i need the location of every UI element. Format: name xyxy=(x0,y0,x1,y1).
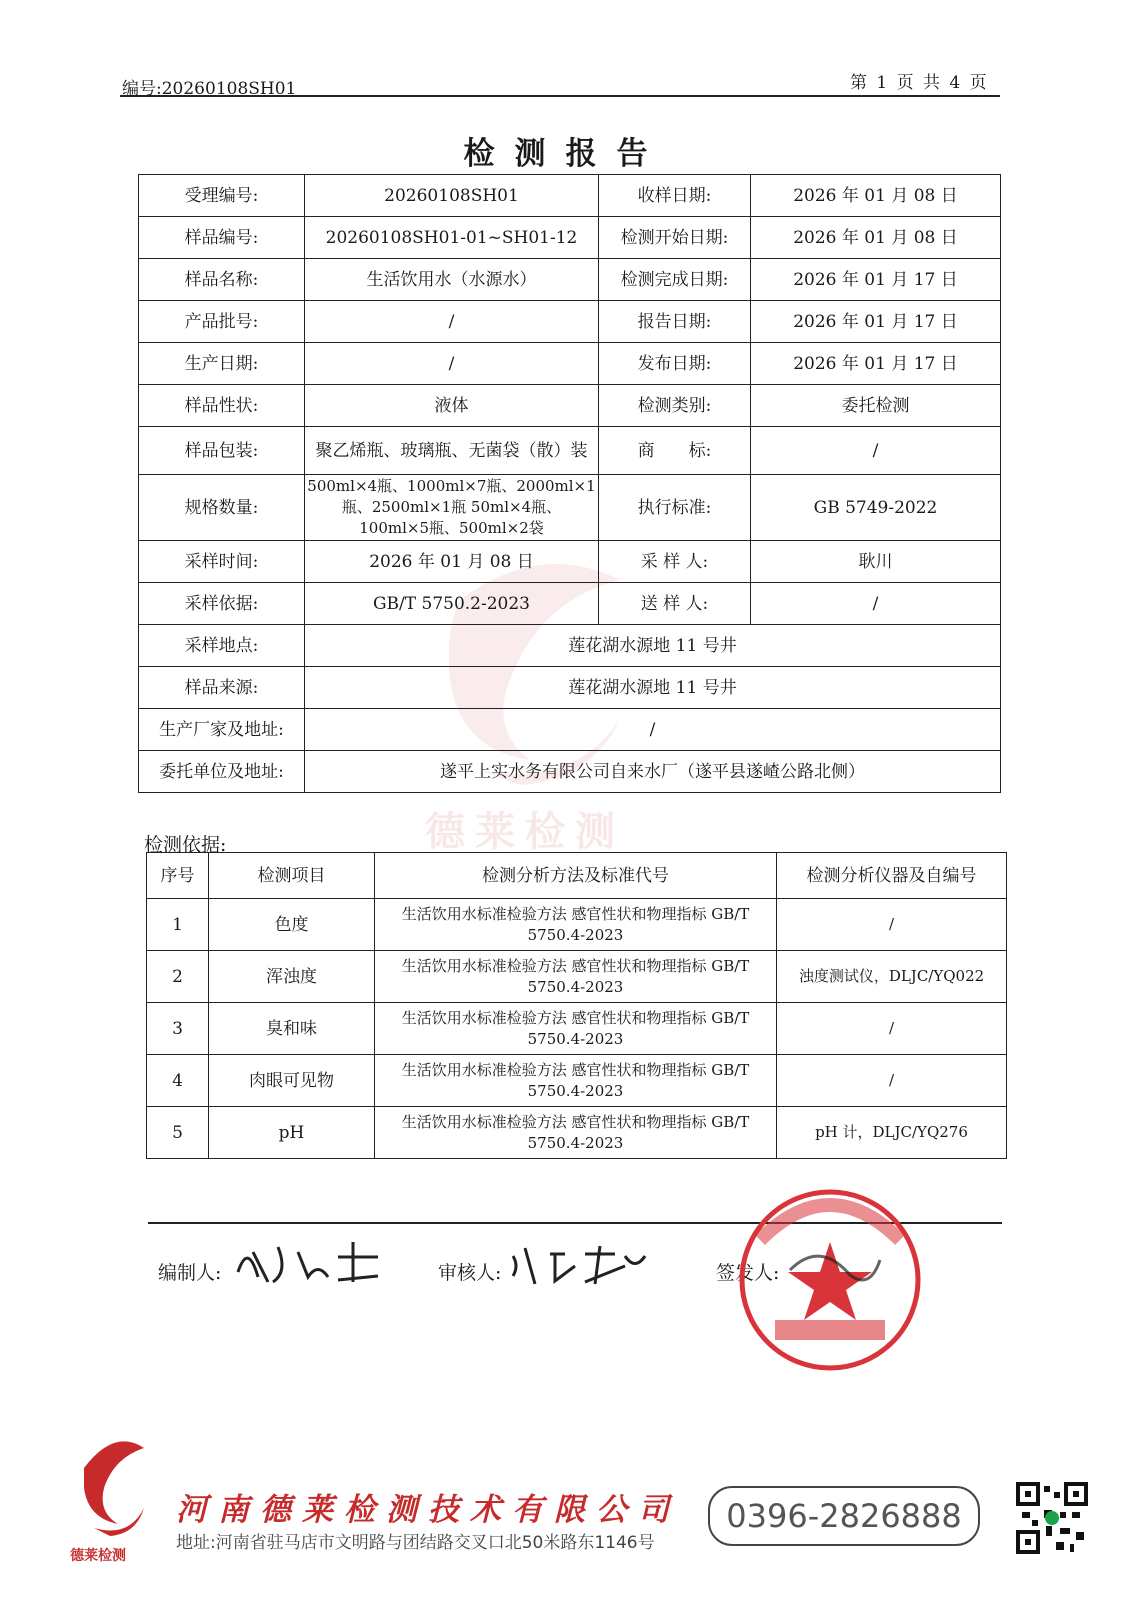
info-value: / xyxy=(751,583,1001,625)
report-number: 编号:20260108SH01 xyxy=(122,79,297,99)
info-label: 受理编号: xyxy=(139,175,305,217)
info-label: 执行标准: xyxy=(599,475,751,541)
row-item: 肉眼可见物 xyxy=(209,1055,375,1107)
info-label: 采 样 人: xyxy=(599,541,751,583)
info-label: 规格数量: xyxy=(139,475,305,541)
info-label: 检测类别: xyxy=(599,385,751,427)
info-label: 采样依据: xyxy=(139,583,305,625)
info-value: 2026 年 01 月 17 日 xyxy=(751,259,1001,301)
info-label: 委托单位及地址: xyxy=(139,751,305,793)
info-value: / xyxy=(305,343,599,385)
info-value: 莲花湖水源地 11 号井 xyxy=(305,667,1001,709)
info-label: 生产厂家及地址: xyxy=(139,709,305,751)
row-instrument: / xyxy=(777,1003,1007,1055)
info-row xyxy=(139,259,1001,301)
info-value: 液体 xyxy=(305,385,599,427)
info-row xyxy=(139,427,1001,475)
info-value: 2026 年 01 月 08 日 xyxy=(751,217,1001,259)
row-item: 浑浊度 xyxy=(209,951,375,1003)
logo-caption: 德莱检测 xyxy=(70,1548,126,1564)
row-index: 1 xyxy=(147,899,209,951)
info-value: 20260108SH01-01~SH01-12 xyxy=(305,217,599,259)
info-value: 2026 年 01 月 08 日 xyxy=(305,541,599,583)
table-row xyxy=(147,951,1007,1003)
header-divider xyxy=(120,95,1000,97)
info-label: 样品编号: xyxy=(139,217,305,259)
row-instrument: / xyxy=(777,1055,1007,1107)
row-instrument: pH 计，DLJC/YQ276 xyxy=(777,1107,1007,1159)
row-item: pH xyxy=(209,1107,375,1159)
page-title: 检测报告 xyxy=(463,136,668,172)
row-item: 臭和味 xyxy=(209,1003,375,1055)
info-label: 采样地点: xyxy=(139,625,305,667)
info-value: 生活饮用水（水源水） xyxy=(305,259,599,301)
editor-label: 编制人: xyxy=(158,1262,222,1284)
info-value: 聚乙烯瓶、玻璃瓶、无菌袋（散）装 xyxy=(305,427,599,475)
info-value: 遂平上实水务有限公司自来水厂（遂平县遂嵖公路北侧） xyxy=(305,751,1001,793)
watermark-text: 德莱检测 xyxy=(425,809,625,855)
info-value: / xyxy=(751,427,1001,475)
footer-address: 地址:河南省驻马店市文明路与团结路交叉口北50米路东1146号 xyxy=(176,1533,655,1553)
row-index: 2 xyxy=(147,951,209,1003)
row-method: 生活饮用水标准检验方法 感官性状和物理指标 GB/T 5750.4-2023 xyxy=(375,1003,777,1055)
col-header-method: 检测分析方法及标准代号 xyxy=(375,853,777,899)
col-header-item: 检测项目 xyxy=(209,853,375,899)
info-label: 送 样 人: xyxy=(599,583,751,625)
info-wide-row xyxy=(139,625,1001,667)
info-value: 莲花湖水源地 11 号井 xyxy=(305,625,1001,667)
row-index: 4 xyxy=(147,1055,209,1107)
info-wide-row xyxy=(139,751,1001,793)
table-row xyxy=(147,899,1007,951)
qr-code-icon xyxy=(1016,1482,1088,1554)
info-wide-row xyxy=(139,667,1001,709)
info-value: 500ml×4瓶、1000ml×7瓶、2000ml×1瓶、2500ml×1瓶 50ml×4瓶、100ml×5瓶、500ml×2袋 xyxy=(305,475,599,541)
info-label: 样品来源: xyxy=(139,667,305,709)
row-method: 生活饮用水标准检验方法 感官性状和物理指标 GB/T 5750.4-2023 xyxy=(375,951,777,1003)
info-value: GB 5749-2022 xyxy=(751,475,1001,541)
info-label: 生产日期: xyxy=(139,343,305,385)
info-value: GB/T 5750.2-2023 xyxy=(305,583,599,625)
info-row xyxy=(139,475,1001,541)
info-row xyxy=(139,385,1001,427)
info-label: 产品批号: xyxy=(139,301,305,343)
info-label: 发布日期: xyxy=(599,343,751,385)
info-value: 20260108SH01 xyxy=(305,175,599,217)
info-label: 样品性状: xyxy=(139,385,305,427)
footer-phone: 0396-2826888 xyxy=(708,1486,980,1546)
page-info: 第 1 页 共 4 页 xyxy=(850,73,989,93)
info-label: 采样时间: xyxy=(139,541,305,583)
approver-label: 签发人: xyxy=(716,1262,780,1284)
table-row xyxy=(147,1107,1007,1159)
row-method: 生活饮用水标准检验方法 感官性状和物理指标 GB/T 5750.4-2023 xyxy=(375,899,777,951)
row-item: 色度 xyxy=(209,899,375,951)
info-row xyxy=(139,175,1001,217)
col-header-index: 序号 xyxy=(147,853,209,899)
info-value: / xyxy=(305,301,599,343)
info-label: 报告日期: xyxy=(599,301,751,343)
info-value: 2026 年 01 月 17 日 xyxy=(751,343,1001,385)
company-logo-icon xyxy=(74,1428,150,1540)
row-index: 3 xyxy=(147,1003,209,1055)
row-instrument: / xyxy=(777,899,1007,951)
reviewer-label: 审核人: xyxy=(438,1262,502,1284)
row-method: 生活饮用水标准检验方法 感官性状和物理指标 GB/T 5750.4-2023 xyxy=(375,1055,777,1107)
row-method: 生活饮用水标准检验方法 感官性状和物理指标 GB/T 5750.4-2023 xyxy=(375,1107,777,1159)
info-value: 委托检测 xyxy=(751,385,1001,427)
info-row xyxy=(139,301,1001,343)
info-label: 样品包装: xyxy=(139,427,305,475)
info-value: / xyxy=(305,709,1001,751)
info-row xyxy=(139,583,1001,625)
info-row xyxy=(139,217,1001,259)
info-value: 耿川 xyxy=(751,541,1001,583)
info-value: 2026 年 01 月 17 日 xyxy=(751,301,1001,343)
footer-company-name: 河南德莱检测技术有限公司 xyxy=(176,1492,680,1528)
official-stamp-icon xyxy=(730,1180,930,1380)
col-header-instrument: 检测分析仪器及自编号 xyxy=(777,853,1007,899)
info-label: 样品名称: xyxy=(139,259,305,301)
row-index: 5 xyxy=(147,1107,209,1159)
editor-signature-icon xyxy=(228,1232,388,1292)
info-label: 商 标: xyxy=(599,427,751,475)
info-value: 2026 年 01 月 08 日 xyxy=(751,175,1001,217)
test-basis-table xyxy=(146,852,1007,1159)
row-instrument: 浊度测试仪，DLJC/YQ022 xyxy=(777,951,1007,1003)
info-label: 检测开始日期: xyxy=(599,217,751,259)
reviewer-signature-icon xyxy=(505,1236,655,1292)
info-label: 检测完成日期: xyxy=(599,259,751,301)
table-row xyxy=(147,1055,1007,1107)
sample-info-table xyxy=(138,174,1001,793)
info-row xyxy=(139,343,1001,385)
info-label: 收样日期: xyxy=(599,175,751,217)
table-row xyxy=(147,1003,1007,1055)
info-row xyxy=(139,541,1001,583)
basis-title: 检测依据: xyxy=(144,834,227,856)
info-wide-row xyxy=(139,709,1001,751)
